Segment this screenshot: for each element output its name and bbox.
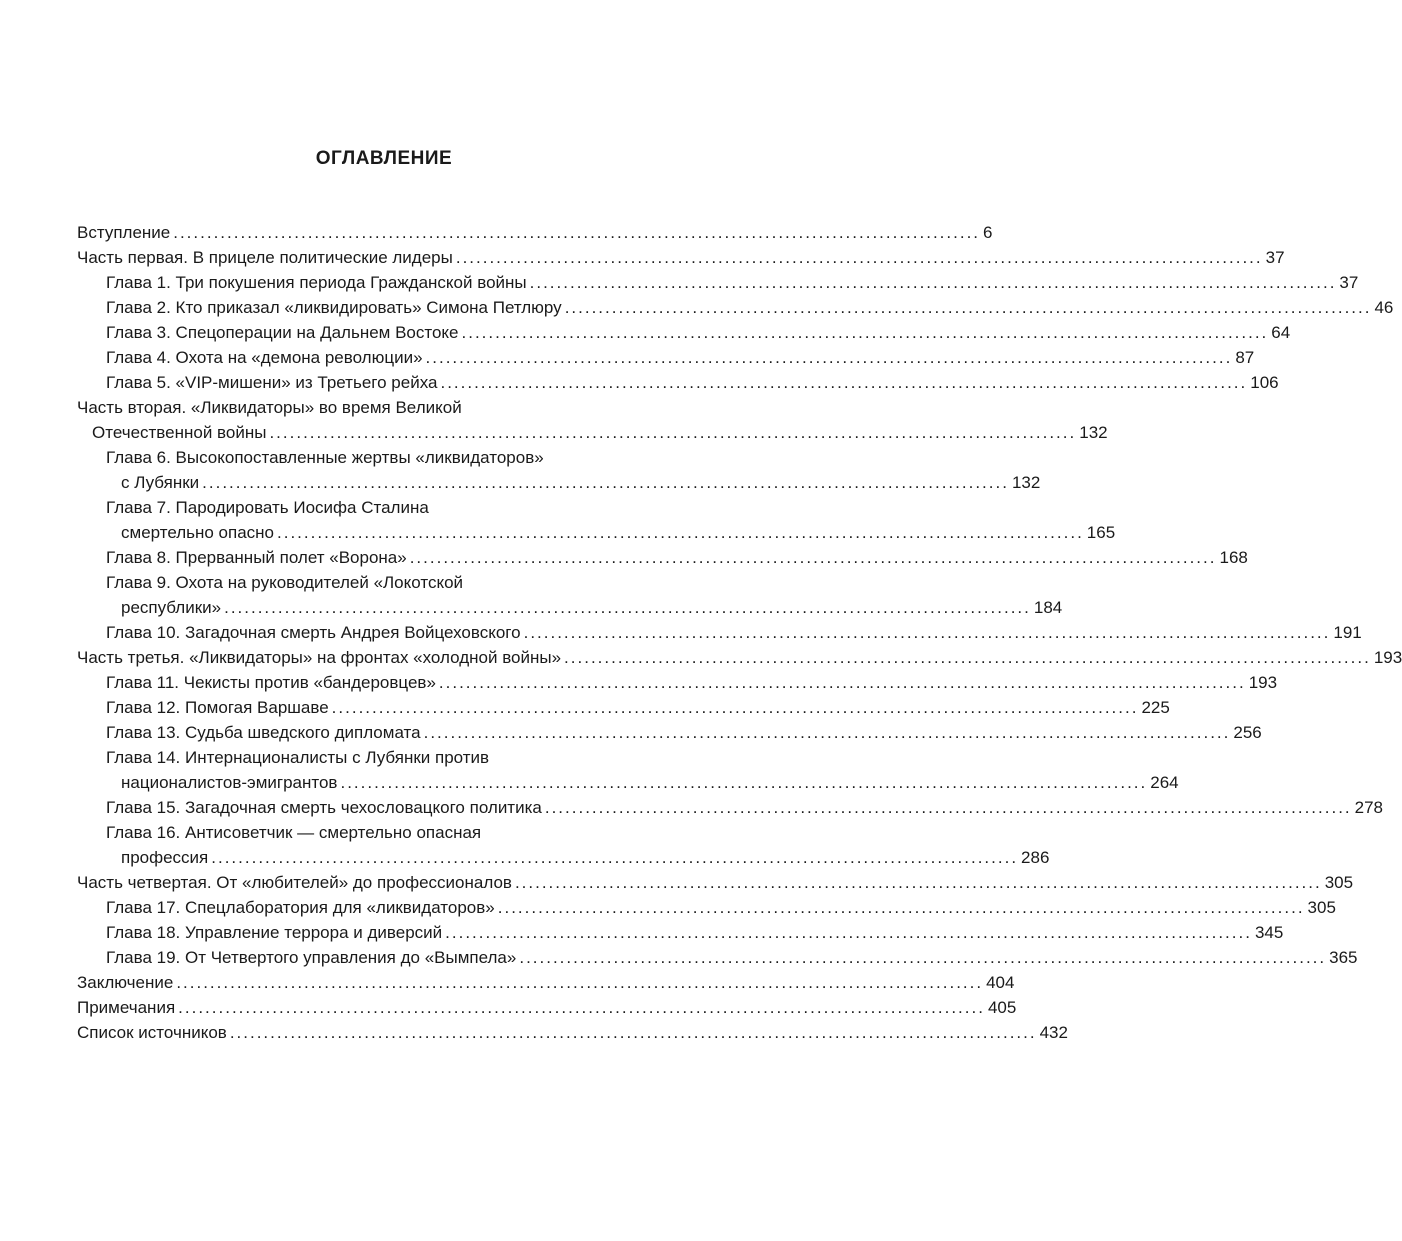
toc-page-number: 256 [1233, 723, 1262, 742]
toc-page-number: 365 [1329, 948, 1358, 967]
toc-entry-title: Часть первая. В прицеле политические лидеры [77, 248, 453, 267]
toc-entry-title: Глава 17. Спецлаборатория для «ликвидаторов» [106, 898, 495, 917]
toc-page-number: 345 [1254, 923, 1284, 942]
toc-entry-title: Глава 12. Помогая Варшаве [106, 698, 329, 717]
toc-entry [77, 820, 666, 845]
toc-entry [77, 970, 1015, 995]
toc-entry [77, 745, 666, 770]
toc-entry [77, 895, 1336, 920]
toc-entry [77, 445, 666, 470]
toc-leader: ........................................................................................................................ [440, 373, 1248, 392]
toc-entry [77, 795, 1384, 820]
toc-leader: ........................................................................................................................ [514, 873, 1322, 892]
toc-entry [77, 295, 1394, 320]
toc-leader: ........................................................................................................................ [409, 548, 1217, 567]
toc-leader: ........................................................................................................................ [277, 523, 1084, 542]
toc-leader: ........................................................................................................................ [461, 323, 1269, 342]
toc-entry-title: Глава 2. Кто приказал «ликвидировать» Симона Петлюру [106, 298, 562, 317]
toc-entry [77, 520, 1116, 545]
toc-entry [77, 670, 1278, 695]
toc-entry-title: Глава 3. Спецоперации на Дальнем Востоке [106, 323, 459, 342]
toc-leader: ........................................................................................................................ [564, 648, 1371, 667]
toc-entry-title: Глава 9. Охота на руководителей «Локотской [106, 573, 464, 592]
toc-page-number: 184 [1033, 598, 1063, 617]
toc-entry [77, 595, 1063, 620]
toc-entry-title: Глава 15. Загадочная смерть чехословацкого политика [106, 798, 542, 817]
toc-entry [77, 270, 1359, 295]
toc-page-number: 37 [1265, 248, 1285, 267]
toc-page-number: 193 [1248, 673, 1278, 692]
toc-leader: ........................................................................................................................ [224, 598, 1031, 617]
toc-entry-title: Глава 18. Управление террора и диверсий [106, 923, 443, 942]
toc-page-number: 432 [1039, 1023, 1068, 1042]
toc-entry-title: Глава 11. Чекисты против «бандеровцев» [106, 673, 436, 692]
toc-entry [77, 570, 666, 595]
toc-leader: ........................................................................................................................ [331, 698, 1139, 717]
toc-entry-title: Часть четвертая. От «любителей» до профессионалов [77, 873, 512, 892]
toc-page-number: 87 [1235, 348, 1255, 367]
toc-page-number: 165 [1086, 523, 1116, 542]
toc-leader: ........................................................................................................................ [423, 723, 1231, 742]
toc-page-number: 405 [987, 998, 1017, 1017]
toc-entry [77, 495, 666, 520]
toc-entry-title: Часть вторая. «Ликвидаторы» во время Великой [77, 398, 462, 417]
toc-page-number: 286 [1021, 848, 1050, 867]
toc-page-number: 168 [1219, 548, 1248, 567]
toc-entry [77, 545, 1248, 570]
toc-entry-title: Глава 14. Интернационалисты с Лубянки против [106, 748, 490, 767]
toc-entry-title: Глава 10. Загадочная смерть Андрея Войцеховского [106, 623, 521, 642]
table-of-contents [77, 220, 1402, 1045]
toc-entry-title: Примечания [77, 998, 176, 1017]
toc-entry-title: Заключение [77, 973, 174, 992]
toc-entry [77, 945, 1358, 970]
toc-entry-title: с Лубянки [121, 473, 200, 492]
toc-entry-title: Глава 8. Прерванный полет «Ворона» [106, 548, 407, 567]
toc-page-number: 64 [1271, 323, 1291, 342]
toc-page-number: 37 [1339, 273, 1359, 292]
toc-page-number: 264 [1150, 773, 1179, 792]
toc-page-number: 404 [986, 973, 1015, 992]
toc-entry-title: Глава 13. Судьба шведского дипломата [106, 723, 421, 742]
toc-leader: ........................................................................................................................ [173, 223, 981, 242]
toc-leader: ........................................................................................................................ [529, 273, 1337, 292]
toc-entry-title: националистов-эмигрантов [121, 773, 338, 792]
toc-entry-title: Глава 5. «VIP-мишени» из Третьего рейха [106, 373, 438, 392]
toc-entry [77, 320, 1291, 345]
toc-page-number: 193 [1373, 648, 1402, 667]
toc-entry-title: республики» [121, 598, 222, 617]
toc-entry [77, 470, 1041, 495]
toc-entry-title: Список источников [77, 1023, 227, 1042]
toc-leader: ........................................................................................................................ [178, 998, 985, 1017]
toc-entry [77, 1020, 1068, 1045]
toc-page-number: 278 [1354, 798, 1384, 817]
toc-entry [77, 395, 666, 420]
toc-page-number: 132 [1011, 473, 1041, 492]
toc-entry-title: Глава 1. Три покушения периода Гражданской войны [106, 273, 527, 292]
toc-entry [77, 770, 1179, 795]
toc-entry [77, 220, 993, 245]
toc-leader: ........................................................................................................................ [445, 923, 1252, 942]
toc-entry [77, 995, 1017, 1020]
toc-leader: ........................................................................................................................ [340, 773, 1148, 792]
toc-entry [77, 345, 1255, 370]
toc-entry-title: Вступление [77, 223, 171, 242]
toc-page-number: 191 [1333, 623, 1362, 642]
toc-leader: ........................................................................................................................ [455, 248, 1263, 267]
toc-leader: ........................................................................................................................ [211, 848, 1019, 867]
toc-entry-title: профессия [121, 848, 209, 867]
toc-entry [77, 845, 1050, 870]
toc-entry [77, 720, 1262, 745]
toc-leader: ........................................................................................................................ [544, 798, 1352, 817]
toc-page-number: 305 [1307, 898, 1336, 917]
toc-entry [77, 870, 1354, 895]
toc-page-number: 225 [1141, 698, 1170, 717]
toc-leader: ........................................................................................................................ [425, 348, 1233, 367]
toc-leader: ........................................................................................................................ [269, 423, 1077, 442]
toc-entry-title: Отечественной войны [92, 423, 267, 442]
toc-entry [77, 645, 1402, 670]
toc-entry-title: Глава 19. От Четвертого управления до «Вымпела» [106, 948, 517, 967]
toc-page-number: 46 [1374, 298, 1394, 317]
toc-page-number: 305 [1324, 873, 1354, 892]
toc-entry-title: Глава 7. Пародировать Иосифа Сталина [106, 498, 429, 517]
toc-page-number: 6 [983, 223, 993, 242]
toc-entry [77, 695, 1170, 720]
toc-leader: ........................................................................................................................ [564, 298, 1372, 317]
toc-entry-title: Часть третья. «Ликвидаторы» на фронтах «холодной войны» [77, 648, 562, 667]
toc-entry [77, 920, 1284, 945]
toc-entry-title: Глава 4. Охота на «демона революции» [106, 348, 423, 367]
toc-entry-title: Глава 16. Антисоветчик — смертельно опасная [106, 823, 482, 842]
toc-entry [77, 620, 1362, 645]
toc-page-number: 106 [1250, 373, 1279, 392]
toc-entry-title: смертельно опасно [121, 523, 275, 542]
toc-leader: ........................................................................................................................ [438, 673, 1246, 692]
toc-entry [77, 245, 1285, 270]
toc-leader: ........................................................................................................................ [519, 948, 1327, 967]
toc-leader: ........................................................................................................................ [497, 898, 1305, 917]
toc-entry [77, 370, 1279, 395]
toc-leader: ........................................................................................................................ [229, 1023, 1037, 1042]
toc-leader: ........................................................................................................................ [176, 973, 984, 992]
toc-entry-title: Глава 6. Высокопоставленные жертвы «ликвидаторов» [106, 448, 544, 467]
toc-entry [77, 420, 1108, 445]
toc-leader: ........................................................................................................................ [523, 623, 1331, 642]
toc-page-number: 132 [1079, 423, 1108, 442]
page-title: ОГЛАВЛЕНИЕ [315, 148, 453, 169]
toc-leader: ........................................................................................................................ [202, 473, 1009, 492]
